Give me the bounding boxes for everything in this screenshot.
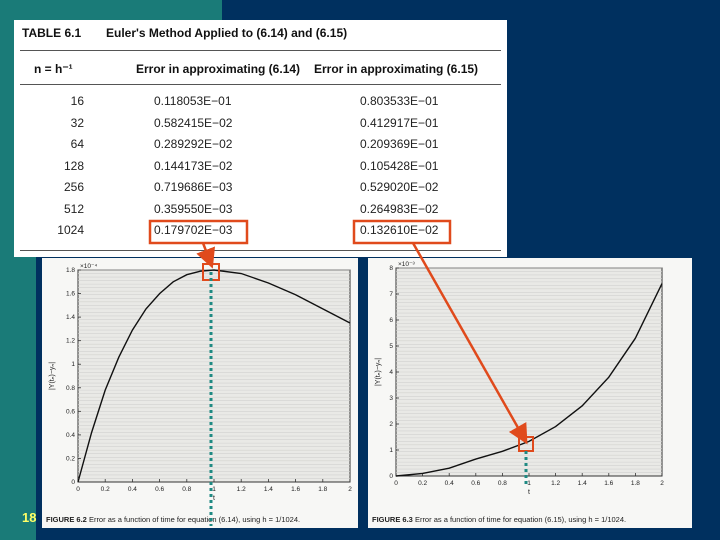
fig63-x-tick-label: 1.4	[577, 480, 587, 487]
fig62-x-tick-label: 2	[348, 486, 352, 493]
fig63-x-axis-label: t	[528, 489, 530, 496]
table-cell-error-6-15: 0.105428E−01	[360, 158, 439, 173]
table-cell-n: 512	[63, 201, 84, 216]
fig62-y-tick-label: 1.8	[65, 267, 75, 274]
fig62-x-tick-label: 1.4	[263, 486, 273, 493]
table-cell-error-6-14: 0.289292E−02	[154, 137, 233, 151]
fig62-x-tick-label: 0	[76, 486, 80, 493]
highlight-box-6-15	[354, 221, 450, 243]
fig62-y-tick-label: 1.4	[65, 314, 75, 322]
table-cell-n: 16	[70, 94, 84, 108]
table-cell-n: 32	[70, 115, 84, 130]
fig62-x-tick-label: 0.4	[127, 486, 137, 493]
table-cell-error-6-14: 0.179702E−03	[154, 223, 233, 237]
fig62-y-tick-label: 0.8	[65, 384, 75, 392]
fig62-y-tick-label: 1	[71, 361, 75, 369]
table-cell-error-6-15: 0.264983E−02	[360, 201, 439, 216]
fig62-y-tick-label: 0.4	[65, 431, 75, 439]
table-cell-n: 1024	[57, 223, 84, 237]
fig62-y-axis-label: |Y(tₙ)−yₙ|	[49, 361, 56, 391]
fig63-x-tick-label: 0.2	[418, 480, 428, 487]
table-cell-n: 64	[70, 137, 84, 151]
column-header-error-6-14: Error in approximating (6.14)	[136, 62, 301, 76]
fig63-y-tick-label: 2	[389, 421, 393, 428]
fig63-y-tick-label: 4	[389, 369, 393, 376]
figure-6-2-text: Error as a function of time for equation (6.14), using h = 1/1024.	[88, 515, 301, 524]
fig62-y-tick-label: 0.6	[65, 408, 75, 416]
fig63-x-tick-label: 0	[394, 480, 398, 487]
fig63-x-tick-label: 0.4	[444, 480, 454, 487]
table-cell-error-6-14: 0.359550E−03	[154, 201, 233, 216]
table-cell-error-6-15: 0.132610E−02	[360, 223, 439, 237]
fig63-y-tick-label: 5	[389, 343, 393, 350]
fig62-y-tick-label: 0	[71, 479, 75, 486]
fig63-x-tick-label: 0.6	[471, 480, 481, 487]
table-title: Euler's Method Applied to (6.14) and (6.15)	[106, 26, 348, 40]
fig63-x-tick-label: 1	[527, 480, 531, 487]
fig63-y-tick-label: 8	[389, 265, 393, 272]
fig62-x-tick-label: 1.6	[291, 486, 301, 493]
figure-6-3-text: Error as a function of time for equation (6.15), using h = 1/1024.	[414, 515, 627, 524]
marker-point-right	[519, 437, 533, 451]
table-cell-n: 256	[63, 180, 84, 194]
fig62-x-tick-label: 0.2	[100, 486, 110, 493]
fig63-y-axis-label: |Y(tₙ)−yₙ|	[375, 357, 382, 387]
fig62-y-tick-label: 1.2	[65, 337, 75, 345]
column-header-n: n = h⁻¹	[34, 62, 73, 76]
fig62-x-tick-label: 0.6	[155, 486, 165, 493]
fig62-x-tick-label: 1	[212, 486, 216, 493]
fig62-x-axis-label: t	[213, 495, 215, 502]
arrow-left	[203, 243, 211, 264]
arrow-right	[413, 243, 525, 440]
fig63-x-tick-label: 0.8	[497, 480, 507, 487]
fig63-x-tick-label: 1.6	[604, 480, 614, 487]
highlight-box-6-14	[150, 221, 247, 243]
table-cell-error-6-15: 0.803533E−01	[360, 94, 439, 108]
table-cell-error-6-14: 0.719686E−03	[154, 180, 233, 194]
fig63-x-tick-label: 1.8	[630, 480, 640, 487]
table-cell-error-6-14: 0.582415E−02	[154, 115, 233, 130]
slide-number: 18	[22, 510, 37, 525]
fig62-scale-label: ×10⁻⁴	[80, 263, 98, 270]
fig62-y-tick-label: 0.2	[65, 455, 75, 463]
table-cell-error-6-15: 0.529020E−02	[360, 180, 439, 194]
fig63-y-tick-label: 0	[389, 473, 393, 480]
table-cell-error-6-14: 0.118053E−01	[154, 94, 232, 108]
fig63-x-tick-label: 1.2	[551, 480, 561, 487]
fig62-x-tick-label: 1.8	[318, 486, 328, 493]
fig63-y-tick-label: 1	[389, 447, 393, 454]
fig62-y-tick-label: 1.6	[65, 290, 75, 298]
table-cell-error-6-15: 0.209369E−01	[360, 137, 439, 151]
fig63-x-tick-label: 2	[660, 480, 664, 487]
table-cell-n: 128	[63, 158, 84, 173]
fig63-scale-label: ×10⁻³	[398, 261, 415, 268]
fig63-y-tick-label: 6	[389, 317, 393, 324]
figure-6-2-label: FIGURE 6.2	[46, 515, 87, 524]
fig63-y-tick-label: 7	[389, 291, 393, 298]
table-label: TABLE 6.1	[22, 26, 82, 40]
fig62-x-tick-label: 0.8	[182, 486, 192, 493]
table-cell-error-6-14: 0.144173E−02	[154, 158, 233, 173]
fig62-x-tick-label: 1.2	[236, 486, 246, 493]
figure-6-3-label: FIGURE 6.3	[372, 515, 413, 524]
column-header-error-6-15: Error in approximating (6.15)	[314, 62, 479, 76]
fig63-y-tick-label: 3	[389, 395, 393, 402]
table-cell-error-6-15: 0.412917E−01	[360, 115, 439, 130]
